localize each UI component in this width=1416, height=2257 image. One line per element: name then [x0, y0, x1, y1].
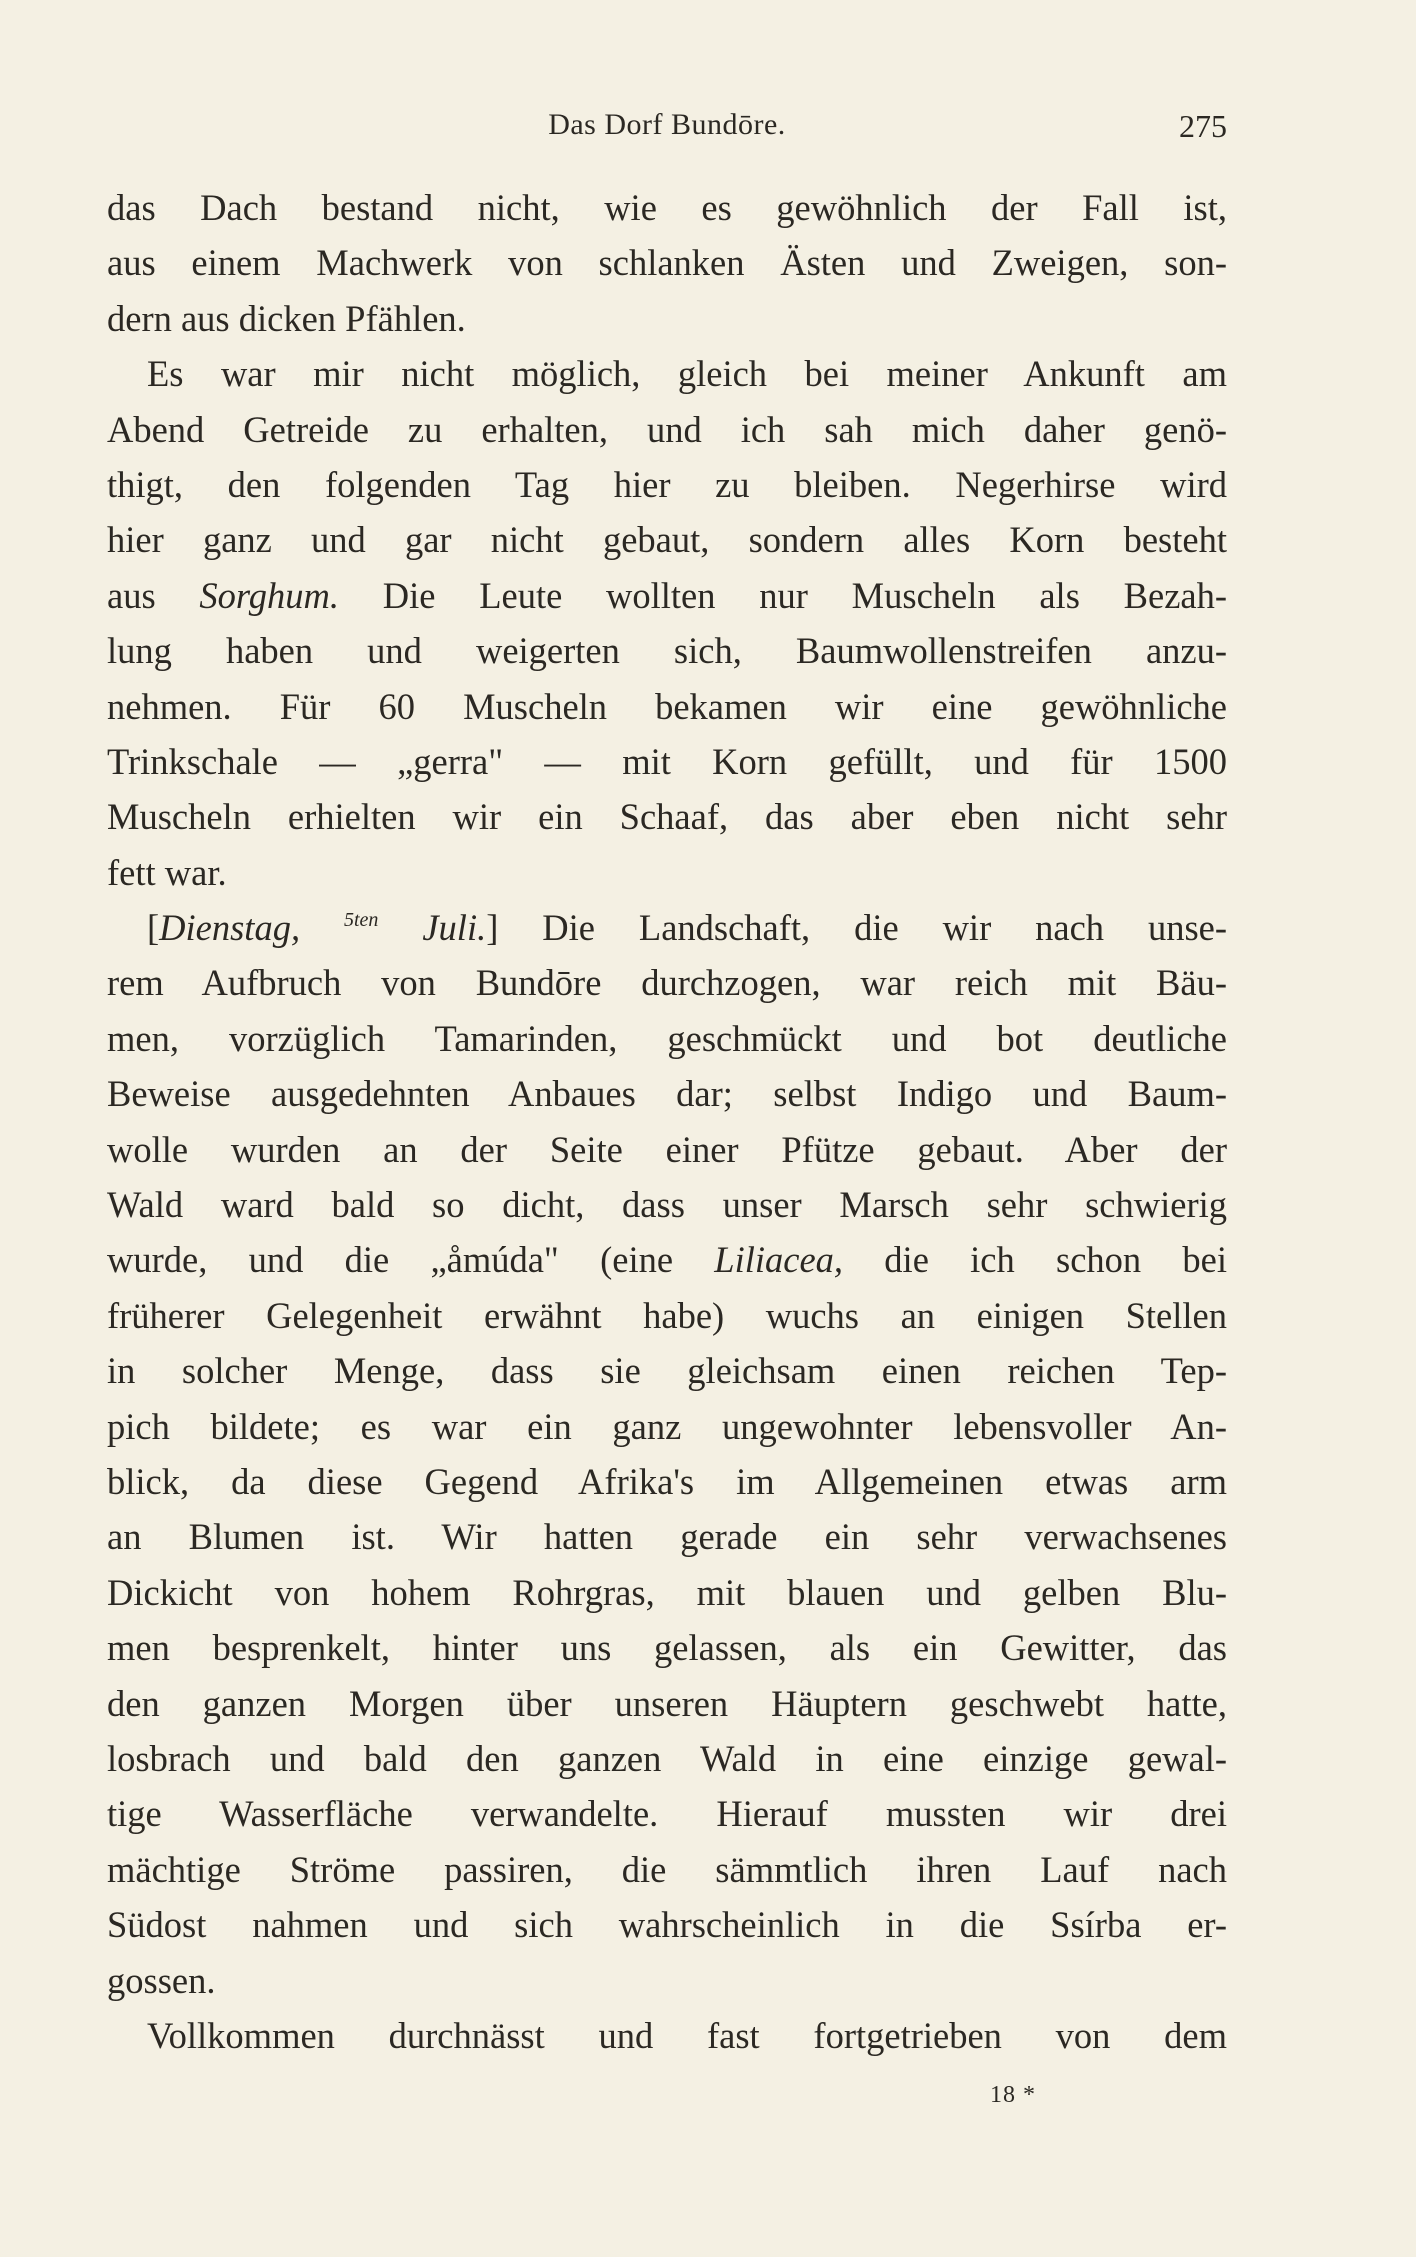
date-month: Juli.: [378, 907, 487, 949]
italic-term: Sorghum.: [199, 574, 339, 616]
text-line: [107, 900, 1227, 955]
text-line: in solcher Menge, dass sie gleichsam einen reichen Tep-: [107, 1350, 1227, 1392]
text-line: hier ganz und gar nicht gebaut, sondern alles Korn besteht: [107, 519, 1227, 561]
text-line: lung haben und weigerten sich, Baumwollenstreifen anzu-: [107, 630, 1227, 672]
text-line: men besprenkelt, hinter uns gelassen, als ein Gewitter, das: [107, 1627, 1227, 1669]
body-text: [107, 180, 1227, 2063]
text-line: rem Aufbruch von Bundōre durchzogen, war reich mit Bäu-: [107, 962, 1227, 1004]
text-line: das Dach bestand nicht, wie es gewöhnlich der Fall ist,: [107, 187, 1227, 228]
text-line: blick, da diese Gegend Afrika's im Allgemeinen etwas arm: [107, 1460, 1227, 1502]
text-line: [107, 568, 1227, 623]
running-title: Das Dorf Bundōre.: [548, 108, 786, 141]
text-line: an Blumen ist. Wir hatten gerade ein sehr verwachsenes: [107, 1516, 1227, 1558]
text-line: aus einem Machwerk von schlanken Ästen und Zweigen, son-: [107, 242, 1227, 284]
text-line: nehmen. Für 60 Muscheln bekamen wir eine gewöhnliche: [107, 685, 1227, 727]
text-line: Muscheln erhielten wir ein Schaaf, das aber eben nicht sehr: [107, 796, 1227, 838]
text-line: thigt, den folgenden Tag hier zu bleiben. Negerhirse wird: [107, 463, 1227, 505]
text-line: gossen.: [107, 1959, 216, 2001]
text-segment: Die Leute wollten nur Muscheln als Bezah-: [339, 574, 1227, 616]
text-segment: wurde, und die „åmúda" (eine: [107, 1239, 715, 1281]
text-line: Abend Getreide zu erhalten, und ich sah mich daher genö-: [107, 408, 1227, 450]
text-line: tige Wasserfläche verwandelte. Hierauf mussten wir drei: [107, 1793, 1227, 1835]
text-line: früherer Gelegenheit erwähnt habe) wuchs an einigen Stellen: [107, 1294, 1227, 1336]
date-weekday: Dienstag,: [159, 907, 344, 949]
text-line: Südost nahmen und sich wahrscheinlich in die Ssírba er-: [107, 1904, 1227, 1946]
text-line: Es war mir nicht möglich, gleich bei meiner Ankunft am: [147, 353, 1227, 395]
text-line: den ganzen Morgen über unseren Häuptern geschwebt hatte,: [107, 1682, 1227, 1724]
running-head: [107, 108, 1227, 148]
text-line: mächtige Ströme passiren, die sämmtlich ihren Lauf nach: [107, 1848, 1227, 1890]
text-line: Wald ward bald so dicht, dass unser Marsch sehr schwierig: [107, 1184, 1227, 1226]
text-line: Dickicht von hohem Rohrgras, mit blauen und gelben Blu-: [107, 1571, 1227, 1613]
text-line: men, vorzüglich Tamarinden, geschmückt und bot deutliche: [107, 1017, 1227, 1059]
text-line: Trinkschale — „gerra" — mit Korn gefüllt, und für 1500: [107, 740, 1227, 782]
text-line: Vollkommen durchnässt und fast fortgetrieben von dem: [147, 2014, 1227, 2056]
text-line: fett war.: [107, 851, 227, 893]
printer-signature: 18 *: [990, 2082, 1036, 2108]
text-line: dern aus dicken Pfählen.: [107, 297, 466, 339]
text-line: [107, 1232, 1227, 1287]
text-segment: [: [147, 907, 160, 949]
text-segment: die ich schon bei: [843, 1239, 1227, 1281]
text-line: Beweise ausgedehnten Anbaues dar; selbst Indigo und Baum-: [107, 1073, 1227, 1115]
italic-term: Liliacea,: [714, 1239, 844, 1281]
text-line: pich bildete; es war ein ganz ungewohnter lebensvoller An-: [107, 1405, 1227, 1447]
page-number: 275: [1179, 108, 1227, 144]
text-line: losbrach und bald den ganzen Wald in eine einzige gewal-: [107, 1737, 1227, 1779]
text-segment: aus: [107, 574, 200, 616]
date-superscript: 5ten: [344, 909, 379, 932]
text-segment: ] Die Landschaft, die wir nach unse-: [486, 907, 1227, 949]
text-line: wolle wurden an der Seite einer Pfütze gebaut. Aber der: [107, 1128, 1227, 1170]
